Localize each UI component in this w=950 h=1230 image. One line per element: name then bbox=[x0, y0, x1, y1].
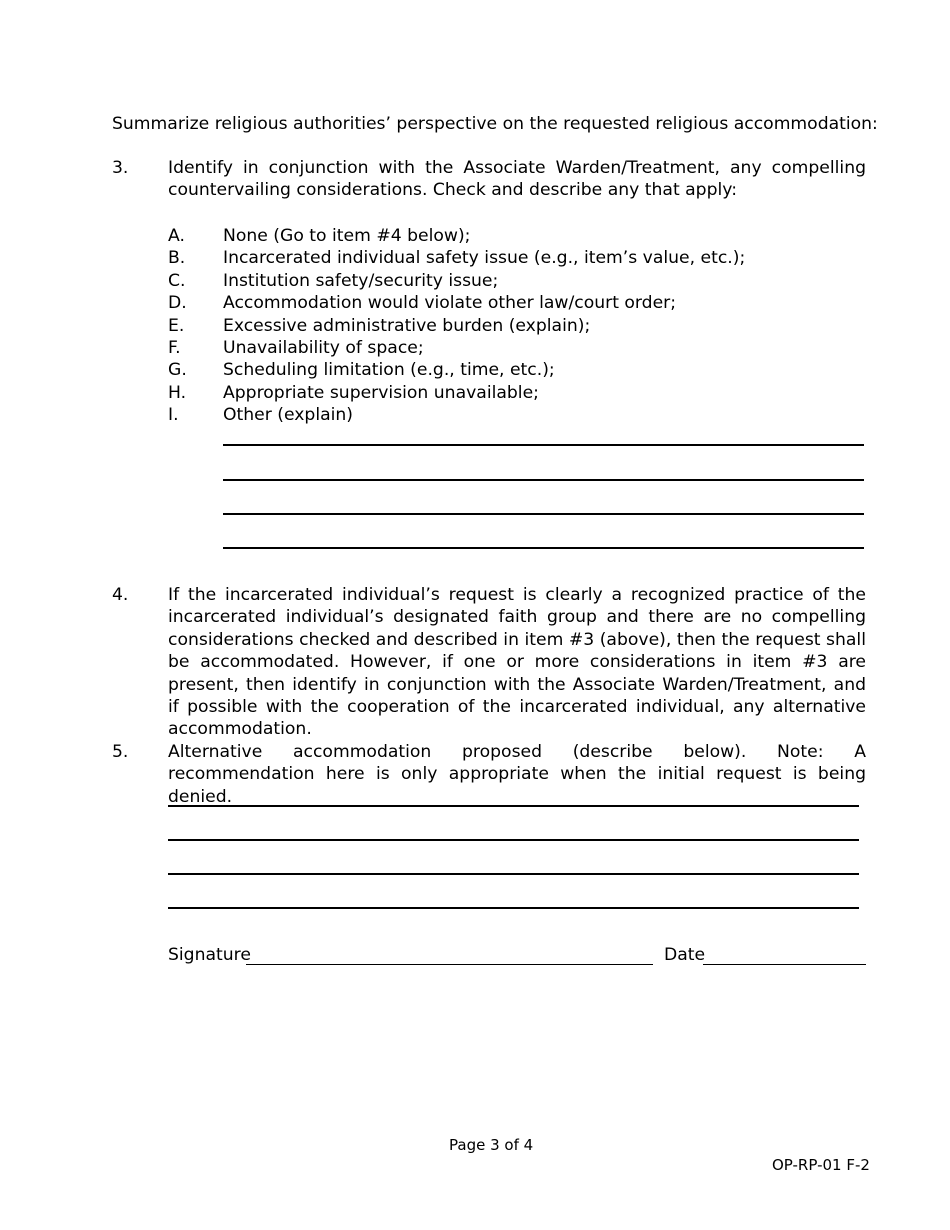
option-text: Appropriate supervision unavailable; bbox=[223, 382, 539, 403]
option-d bbox=[168, 292, 676, 314]
option-h bbox=[168, 382, 539, 404]
item5-number: 5. bbox=[112, 742, 129, 762]
option-g bbox=[168, 359, 555, 381]
option-letter: B. bbox=[168, 248, 186, 269]
option-a bbox=[168, 225, 470, 247]
form-id: OP-RP-01 F-2 bbox=[772, 1156, 870, 1174]
option-text: Incarcerated individual safety issue (e.g., item’s value, etc.); bbox=[223, 248, 746, 269]
option-letter: E. bbox=[168, 315, 185, 336]
item3-explain-line[interactable] bbox=[223, 479, 864, 481]
signature-label: Signature bbox=[168, 945, 251, 965]
option-text: None (Go to item #4 below); bbox=[223, 226, 471, 246]
option-letter: G. bbox=[168, 360, 187, 381]
item3-text: Identify in conjunction with the Associate Warden/Treatment, any compelling countervailing considerations. Check and describe any that apply: bbox=[168, 158, 866, 201]
item4-text: If the incarcerated individual’s request is clearly a recognized practice of the incarcerated individual’s designated faith group and there are no compelling considerations checked and described in item #3 (above), then the request shall be accommodated. However, if one or more considerations in item #3 are present, then identify in conjunction with the Associate Warden/Treatment, and if possible with the cooperation of the incarcerated individual, any alternative accommodation. bbox=[168, 585, 866, 740]
option-letter: H. bbox=[168, 382, 187, 403]
signature-line[interactable] bbox=[246, 964, 653, 965]
option-text: Unavailability of space; bbox=[223, 338, 424, 358]
option-text: Scheduling limitation (e.g., time, etc.); bbox=[223, 360, 555, 381]
option-i bbox=[168, 404, 353, 426]
option-b bbox=[168, 247, 745, 269]
item5-describe-line[interactable] bbox=[168, 907, 859, 909]
intro-text: Summarize religious authorities’ perspective on the requested religious accommodation: bbox=[112, 114, 878, 134]
item3-explain-line[interactable] bbox=[223, 513, 864, 515]
item3-explain-line[interactable] bbox=[223, 444, 864, 446]
item5-describe-line[interactable] bbox=[168, 873, 859, 875]
option-text: Institution safety/security issue; bbox=[223, 270, 499, 291]
item3-explain-line[interactable] bbox=[223, 547, 864, 549]
option-letter: A. bbox=[168, 226, 185, 246]
option-e bbox=[168, 315, 590, 337]
option-f bbox=[168, 337, 424, 359]
option-text: Accommodation would violate other law/court order; bbox=[223, 293, 677, 314]
option-letter: F. bbox=[168, 338, 181, 358]
item5-describe-line[interactable] bbox=[168, 805, 859, 807]
item4-number: 4. bbox=[112, 585, 129, 605]
option-c bbox=[168, 270, 498, 292]
option-letter: C. bbox=[168, 270, 186, 291]
option-text: Other (explain) bbox=[223, 405, 354, 426]
item5-text: Alternative accommodation proposed (describe below). Note: A recommendation here is only appropriate when the initial request is being denied. bbox=[168, 742, 866, 807]
date-label: Date bbox=[664, 945, 706, 965]
page-number: Page 3 of 4 bbox=[449, 1136, 534, 1154]
option-letter: I. bbox=[168, 405, 179, 426]
option-letter: D. bbox=[168, 293, 187, 314]
option-text: Excessive administrative burden (explain); bbox=[223, 315, 591, 336]
date-line[interactable] bbox=[703, 964, 866, 965]
item3-number: 3. bbox=[112, 158, 129, 178]
item5-describe-line[interactable] bbox=[168, 839, 859, 841]
